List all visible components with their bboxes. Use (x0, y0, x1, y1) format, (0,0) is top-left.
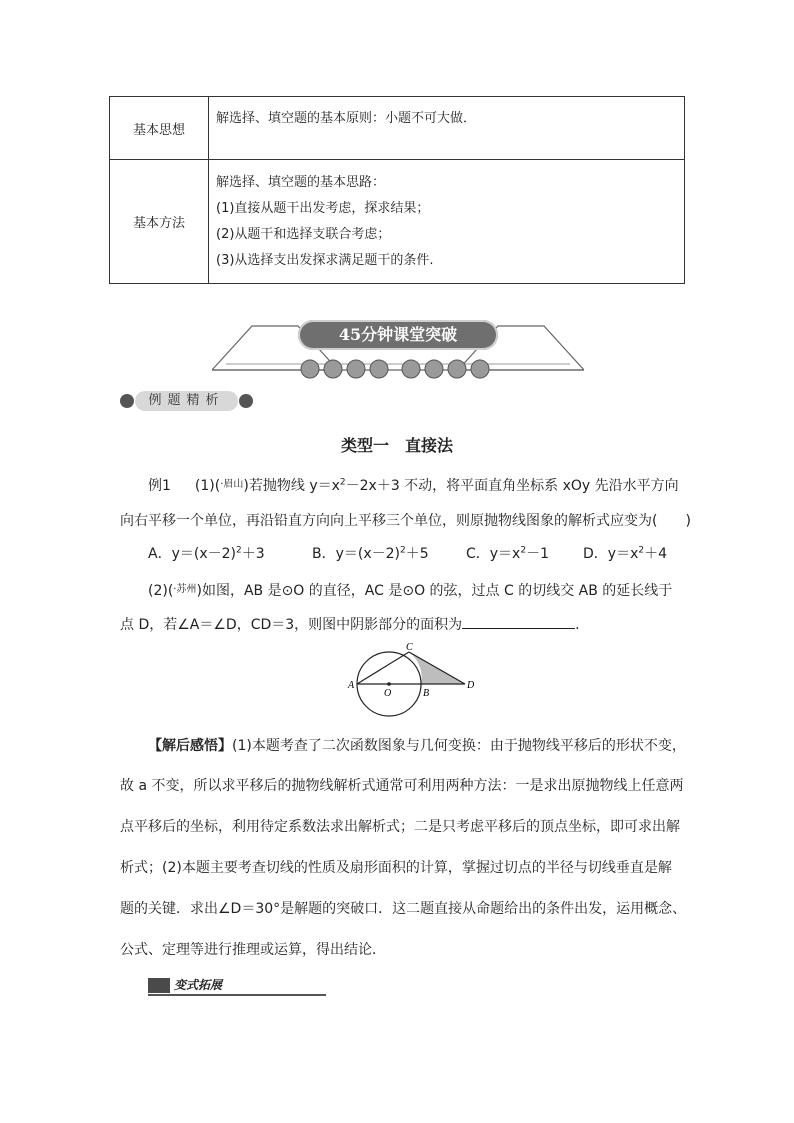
text: (1)本题考查了二次函数图象与几何变换：由于抛物线平移后的形状不变， (232, 738, 686, 754)
bullet-icon (239, 394, 253, 408)
section-tag (120, 390, 252, 412)
reflection-title: 【解后感悟】 (148, 738, 232, 754)
text: 点 D，若∠A＝∠D，CD＝3，则图中阴影部分的面积为 (120, 617, 463, 633)
point-label-c: C (406, 642, 413, 653)
table-row (110, 160, 685, 284)
reflection-line: 题的关键．求出∠D＝30°是解题的突破口．这二题直接从命题给出的条件出发，运用概念、 (120, 901, 687, 917)
table-row (110, 97, 685, 160)
source-tag: ·眉山 (220, 479, 244, 490)
summary-table (109, 96, 685, 284)
option-b: B．$y=(x-2)^2+5$ (312, 545, 429, 562)
variant-block (148, 978, 170, 993)
text: －2x＋3 不动，将平面直角坐标系 xOy 先沿水平方向 (345, 478, 679, 494)
option-a: A．$y=(x-2)^2+3$ (148, 545, 265, 562)
example-line: 点 D，若∠A＝∠D，CD＝3，则图中阴影部分的面积为 . (120, 617, 580, 633)
answer-blank (462, 616, 575, 629)
reflection-line: 点平移后的坐标，利用待定系数法求出解析式；二是只考虑平移后的顶点坐标，即可求出解 (120, 819, 680, 835)
row-value (209, 97, 685, 160)
text: (2)( (148, 583, 174, 599)
option-d: D．$y=x^2+4$ (583, 545, 668, 562)
text: (1)( (194, 478, 221, 494)
source-tag: ·苏州 (173, 584, 197, 595)
reflection-line: 析式；(2)本题主要考查切线的性质及扇形面积的计算，掌握过切点的半径与切线垂直是解 (120, 860, 672, 876)
row-line: (2)从题干和选择支联合考虑； (216, 226, 391, 242)
banner-title: 45分钟课堂突破 (298, 320, 498, 350)
example-line: 向右平移一个单位，再沿铅直方向向上平移三个单位，则原抛物线图象的解析式应变为( ) (120, 513, 691, 529)
divider (148, 994, 326, 996)
row-line: (3)从选择支出发探求满足题干的条件. (216, 252, 434, 268)
reflection-line: 公式、定理等进行推理或运算，得出结论． (120, 942, 386, 958)
option-c: C．$y=x^2-1$ (466, 545, 550, 562)
geometry-figure (343, 640, 483, 722)
example-line: 例1 (1)($^{\cdot 眉山}$)若抛物线 $y=x^2-2x+3$ 不动，将平面直角坐标系 xOy 先沿水平方向 (148, 477, 679, 494)
text: )如图，AB 是⊙O 的直径，AC 是⊙O 的弦，过点 C 的切线交 AB 的延长线于 (196, 583, 673, 599)
example-line (148, 580, 672, 600)
row-label: 基本方法 (110, 160, 209, 284)
row-value (209, 160, 685, 284)
bullet-icon (120, 394, 134, 408)
point-label-a: A (348, 680, 355, 691)
reflection-line: 故 a 不变，所以求平移后的抛物线解析式通常可利用两种方法：一是求出原抛物线上任意两 (120, 778, 684, 794)
section-heading: 类型一 直接法 (340, 436, 453, 455)
row-label: 基本思想 (110, 97, 209, 160)
row-line: (1)直接从题干出发考虑，探求结果； (216, 200, 430, 216)
row-line: 解选择、填空题的基本思路： (216, 174, 386, 190)
example-number: 例1 (148, 478, 171, 494)
variant-label: 变式拓展 (174, 978, 223, 992)
text: )若抛物线 y＝x (243, 478, 340, 494)
point-label-o: O (384, 688, 392, 699)
point-label-b: B (423, 688, 430, 699)
point-label-d: D (467, 680, 475, 691)
reflection-line (148, 735, 686, 755)
section-tag-label: 例题精析 (135, 391, 238, 411)
row-line: 解选择、填空题的基本原则：小题不可大做． (216, 111, 477, 126)
variant-header (148, 978, 326, 994)
